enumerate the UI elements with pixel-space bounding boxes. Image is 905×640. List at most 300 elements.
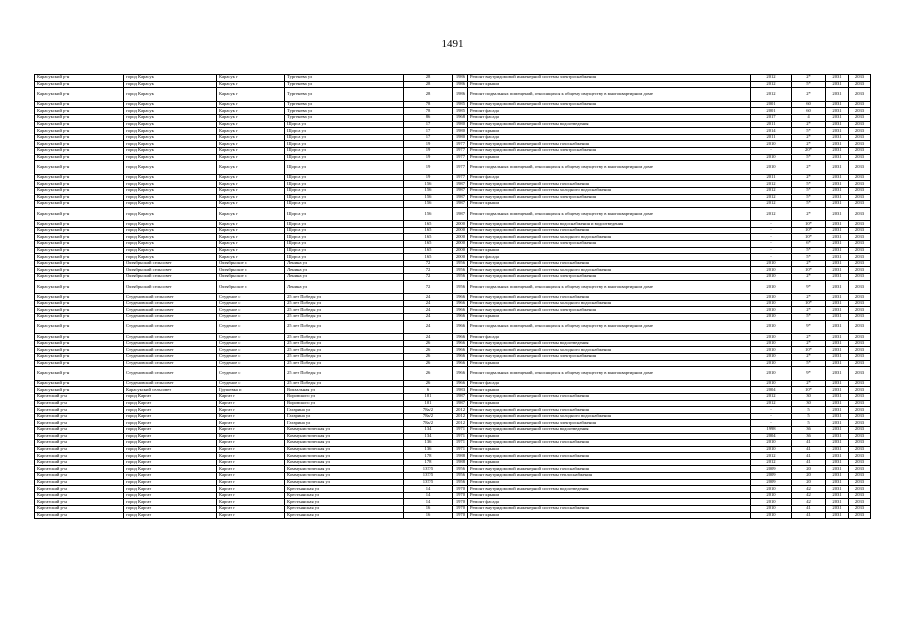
house-cell: 17 [404, 121, 453, 128]
plan-year-cell: - [751, 234, 792, 241]
year-built-cell: 2012 [453, 407, 468, 414]
cost-share-cell: 2* [792, 88, 826, 102]
settlement-cell: город Каргат [124, 393, 217, 400]
plan-year-cell: 2010 [751, 353, 792, 360]
house-cell: 16 [404, 506, 453, 513]
cost-share-cell: 60 [792, 108, 826, 115]
start-year-cell: 2031 [826, 420, 849, 427]
street-cell: Крестьянская ул [285, 512, 404, 519]
table-row [35, 407, 871, 414]
end-year-cell: 2033 [849, 453, 871, 460]
locality-cell: Карасук г [217, 181, 285, 188]
end-year-cell: 2033 [849, 294, 871, 301]
plan-year-cell: 2012 [751, 201, 792, 208]
street-cell: Тургенева ул [285, 75, 404, 82]
start-year-cell: 2031 [826, 353, 849, 360]
street-cell: Воровского ул [285, 400, 404, 407]
district-cell: Карасукский р-н [35, 267, 124, 274]
year-built-cell: 2012 [453, 420, 468, 427]
house-cell: 78а/2 [404, 413, 453, 420]
table-row [35, 393, 871, 400]
end-year-cell: 2033 [849, 234, 871, 241]
cost-share-cell: 41 [792, 453, 826, 460]
table-row [35, 128, 871, 135]
year-built-cell: 1986 [453, 81, 468, 88]
street-cell: Коммунистическая ул [285, 453, 404, 460]
cost-share-cell: 10* [792, 234, 826, 241]
plan-year-cell: - [751, 420, 792, 427]
year-built-cell: 1970 [453, 499, 468, 506]
end-year-cell: 2033 [849, 473, 871, 480]
locality-cell: Каргат г [217, 433, 285, 440]
table-row [35, 134, 871, 141]
cost-share-cell: 4 [792, 114, 826, 121]
plan-year-cell: 2010 [751, 360, 792, 367]
work-type-cell: Ремонт внутридомовой инженерной системы газоснабжения [468, 393, 751, 400]
house-cell: 72 [404, 267, 453, 274]
street-cell: Вокзальная ул [285, 387, 404, 394]
locality-cell: Карасук г [217, 81, 285, 88]
start-year-cell: 2031 [826, 267, 849, 274]
locality-cell: Карасук г [217, 241, 285, 248]
end-year-cell: 2033 [849, 254, 871, 261]
district-cell: Карасукский р-н [35, 147, 124, 154]
locality-cell: Каргат г [217, 466, 285, 473]
year-built-cell: 1966 [453, 320, 468, 334]
locality-cell: Карасук г [217, 75, 285, 82]
locality-cell: Карасук г [217, 114, 285, 121]
work-type-cell: Ремонт фасада [468, 499, 751, 506]
settlement-cell: город Каргат [124, 466, 217, 473]
house-cell: 134 [404, 433, 453, 440]
settlement-cell: Студеновский сельсовет [124, 360, 217, 367]
house-cell: 134 [404, 426, 453, 433]
table-row [35, 147, 871, 154]
plan-year-cell: 2010 [751, 486, 792, 493]
start-year-cell: 2031 [826, 280, 849, 294]
house-cell: 14 [404, 499, 453, 506]
start-year-cell: 2031 [826, 294, 849, 301]
start-year-cell: 2031 [826, 141, 849, 148]
locality-cell: Каргат г [217, 426, 285, 433]
cost-share-cell: 2* [792, 75, 826, 82]
settlement-cell: город Каргат [124, 420, 217, 427]
year-built-cell: 1956 [453, 274, 468, 281]
cost-share-cell: 10* [792, 267, 826, 274]
street-cell: Гагарина ул [285, 407, 404, 414]
end-year-cell: 2033 [849, 134, 871, 141]
end-year-cell: 2033 [849, 128, 871, 135]
street-cell: Щорса ул [285, 181, 404, 188]
plan-year-cell: 2001 [751, 108, 792, 115]
settlement-cell: Октябрьский сельсовет [124, 280, 217, 294]
plan-year-cell: 2009 [751, 473, 792, 480]
start-year-cell: 2031 [826, 479, 849, 486]
table-row [35, 267, 871, 274]
street-cell: Крестьянская ул [285, 506, 404, 513]
settlement-cell: город Каргат [124, 426, 217, 433]
start-year-cell: 2031 [826, 426, 849, 433]
locality-cell: Каргат г [217, 459, 285, 466]
district-cell: Карасукский р-н [35, 234, 124, 241]
district-cell: Карасукский р-н [35, 181, 124, 188]
year-built-cell: 1966 [453, 353, 468, 360]
year-built-cell: 1987 [453, 207, 468, 221]
house-cell: 165 [404, 254, 453, 261]
start-year-cell: 2031 [826, 174, 849, 181]
work-type-cell: Ремонт внутридомовой инженерной системы газоснабжения [468, 506, 751, 513]
work-type-cell: Ремонт внутридомовой инженерной системы электроснабжения [468, 241, 751, 248]
locality-cell: Карасук г [217, 141, 285, 148]
street-cell: 25 лет Победы ул [285, 360, 404, 367]
work-type-cell: Ремонт внутридомовой инженерной системы газоснабжения [468, 227, 751, 234]
settlement-cell: город Карасук [124, 201, 217, 208]
cost-share-cell: 10* [792, 227, 826, 234]
plan-year-cell: 2012 [751, 81, 792, 88]
start-year-cell: 2031 [826, 367, 849, 381]
district-cell: Каргатский р-н [35, 473, 124, 480]
year-built-cell: 1977 [453, 174, 468, 181]
street-cell: 25 лет Победы ул [285, 300, 404, 307]
start-year-cell: 2031 [826, 128, 849, 135]
district-cell: Карасукский р-н [35, 88, 124, 102]
table-row [35, 420, 871, 427]
start-year-cell: 2031 [826, 274, 849, 281]
plan-year-cell: 2012 [751, 459, 792, 466]
start-year-cell: 2031 [826, 194, 849, 201]
end-year-cell: 2033 [849, 187, 871, 194]
settlement-cell: Студеновский сельсовет [124, 334, 217, 341]
street-cell: Щорса ул [285, 234, 404, 241]
table-row [35, 453, 871, 460]
work-type-cell: Ремонт внутридомовой инженерной системы газоснабжения [468, 294, 751, 301]
settlement-cell: город Карасук [124, 254, 217, 261]
district-cell: Карасукский р-н [35, 334, 124, 341]
street-cell: Тургенева ул [285, 114, 404, 121]
start-year-cell: 2031 [826, 241, 849, 248]
district-cell: Каргатский р-н [35, 459, 124, 466]
cost-share-cell: 10* [792, 221, 826, 228]
house-cell: 101 [404, 393, 453, 400]
table-row [35, 446, 871, 453]
locality-cell: Карасук г [217, 187, 285, 194]
plan-year-cell: 2012 [751, 181, 792, 188]
work-type-cell: Ремонт внутридомовой инженерной системы газоснабжения [468, 141, 751, 148]
cost-share-cell: 5* [792, 81, 826, 88]
year-built-cell: 1977 [453, 154, 468, 161]
locality-cell: Каргат г [217, 400, 285, 407]
table-row [35, 506, 871, 513]
house-cell: 16 [404, 512, 453, 519]
work-type-cell: Ремонт крыши [468, 446, 751, 453]
street-cell: Щорса ул [285, 147, 404, 154]
district-cell: Карасукский р-н [35, 194, 124, 201]
locality-cell: Карасук г [217, 101, 285, 108]
settlement-cell: город Карасук [124, 147, 217, 154]
settlement-cell: город Карасук [124, 194, 217, 201]
street-cell: Ленина ул [285, 274, 404, 281]
district-cell: Каргатский р-н [35, 400, 124, 407]
table-row [35, 207, 871, 221]
table-row [35, 300, 871, 307]
house-cell: 26 [404, 367, 453, 381]
end-year-cell: 2033 [849, 108, 871, 115]
start-year-cell: 2031 [826, 108, 849, 115]
year-built-cell: 2000 [453, 247, 468, 254]
table-row [35, 360, 871, 367]
house-cell: 178 [404, 459, 453, 466]
plan-year-cell: 2014 [751, 128, 792, 135]
cost-share-cell: 41 [792, 506, 826, 513]
plan-year-cell: - [751, 227, 792, 234]
house-cell: 24 [404, 294, 453, 301]
work-type-cell: Ремонт крыши [468, 459, 751, 466]
year-built-cell: 1966 [453, 334, 468, 341]
end-year-cell: 2033 [849, 393, 871, 400]
work-type-cell: Ремонт подвальных помещений, относящихся к общему имуществу в многоквартирном доме [468, 88, 751, 102]
cost-share-cell: 2* [792, 207, 826, 221]
table-row [35, 274, 871, 281]
plan-year-cell: 2011 [751, 174, 792, 181]
cost-share-cell: 6* [792, 241, 826, 248]
year-built-cell: 1977 [453, 141, 468, 148]
start-year-cell: 2031 [826, 307, 849, 314]
work-type-cell: Ремонт крыши [468, 433, 751, 440]
district-cell: Карасукский р-н [35, 367, 124, 381]
district-cell: Карасукский р-н [35, 314, 124, 321]
plan-year-cell: 2010 [751, 347, 792, 354]
district-cell: Карасукский р-н [35, 161, 124, 175]
locality-cell: Октябрьское с [217, 260, 285, 267]
work-type-cell: Ремонт внутридомовой инженерной системы газоснабжения [468, 440, 751, 447]
cost-share-cell: 42 [792, 492, 826, 499]
house-cell: 78а/2 [404, 420, 453, 427]
cost-share-cell: 36 [792, 433, 826, 440]
start-year-cell: 2031 [826, 254, 849, 261]
table-row [35, 426, 871, 433]
settlement-cell: город Карасук [124, 234, 217, 241]
locality-cell: Карасук г [217, 227, 285, 234]
plan-year-cell: 2010 [751, 512, 792, 519]
start-year-cell: 2031 [826, 433, 849, 440]
locality-cell: Каргат г [217, 407, 285, 414]
year-built-cell: 1956 [453, 479, 468, 486]
end-year-cell: 2033 [849, 201, 871, 208]
table-row [35, 479, 871, 486]
locality-cell: Студеное с [217, 300, 285, 307]
work-type-cell: Ремонт внутридомовой инженерной системы водоотведения [468, 340, 751, 347]
street-cell: Щорса ул [285, 141, 404, 148]
plan-year-cell: 2010 [751, 499, 792, 506]
house-cell: 6 [404, 387, 453, 394]
end-year-cell: 2033 [849, 486, 871, 493]
house-cell: 165 [404, 227, 453, 234]
settlement-cell: Студеновский сельсовет [124, 353, 217, 360]
street-cell: Щорса ул [285, 247, 404, 254]
district-cell: Каргатский р-н [35, 453, 124, 460]
district-cell: Карасукский р-н [35, 121, 124, 128]
district-cell: Каргатский р-н [35, 440, 124, 447]
plan-year-cell: 2010 [751, 446, 792, 453]
table-row [35, 161, 871, 175]
start-year-cell: 2031 [826, 260, 849, 267]
street-cell: 25 лет Победы ул [285, 367, 404, 381]
street-cell: Щорса ул [285, 241, 404, 248]
street-cell: Щорса ул [285, 134, 404, 141]
start-year-cell: 2031 [826, 486, 849, 493]
year-built-cell: 1966 [453, 340, 468, 347]
settlement-cell: город Карасук [124, 128, 217, 135]
start-year-cell: 2031 [826, 446, 849, 453]
settlement-cell: Октябрьский сельсовет [124, 260, 217, 267]
district-cell: Карасукский р-н [35, 187, 124, 194]
plan-year-cell: 2012 [751, 393, 792, 400]
table-row [35, 459, 871, 466]
settlement-cell: Студеновский сельсовет [124, 367, 217, 381]
start-year-cell: 2031 [826, 499, 849, 506]
plan-year-cell: 2012 [751, 194, 792, 201]
end-year-cell: 2033 [849, 141, 871, 148]
table-row [35, 466, 871, 473]
locality-cell: Каргат г [217, 486, 285, 493]
cost-share-cell: 5 [792, 407, 826, 414]
work-type-cell: Ремонт внутридомовой инженерной системы газоснабжения [468, 466, 751, 473]
settlement-cell: город Карасук [124, 108, 217, 115]
start-year-cell: 2031 [826, 466, 849, 473]
end-year-cell: 2033 [849, 407, 871, 414]
street-cell: Щорса ул [285, 201, 404, 208]
work-type-cell: Ремонт внутридомовой инженерной системы электроснабжения [468, 420, 751, 427]
district-cell: Каргатский р-н [35, 446, 124, 453]
street-cell: Ленина ул [285, 260, 404, 267]
year-built-cell: 1971 [453, 440, 468, 447]
district-cell: Карасукский р-н [35, 247, 124, 254]
street-cell: Ленина ул [285, 267, 404, 274]
locality-cell: Карасук г [217, 201, 285, 208]
year-built-cell: 1987 [453, 181, 468, 188]
start-year-cell: 2031 [826, 114, 849, 121]
plan-year-cell: 2010 [751, 280, 792, 294]
locality-cell: Студеное с [217, 353, 285, 360]
cost-share-cell: 2* [792, 134, 826, 141]
table-row [35, 260, 871, 267]
street-cell: 25 лет Победы ул [285, 314, 404, 321]
year-built-cell: 2000 [453, 254, 468, 261]
end-year-cell: 2033 [849, 274, 871, 281]
plan-year-cell: 1998 [751, 426, 792, 433]
locality-cell: Октябрьское с [217, 267, 285, 274]
work-type-cell: Ремонт фасада [468, 334, 751, 341]
cost-share-cell: 20 [792, 473, 826, 480]
district-cell: Каргатский р-н [35, 499, 124, 506]
year-built-cell: 1988 [453, 453, 468, 460]
year-built-cell: 1980 [453, 128, 468, 135]
year-built-cell: 1986 [453, 75, 468, 82]
locality-cell: Студеное с [217, 294, 285, 301]
table-row [35, 234, 871, 241]
plan-year-cell: 2004 [751, 387, 792, 394]
start-year-cell: 2031 [826, 360, 849, 367]
settlement-cell: Карасукский сельсовет [124, 387, 217, 394]
plan-year-cell: - [751, 407, 792, 414]
plan-year-cell: 2010 [751, 307, 792, 314]
locality-cell: Каргат г [217, 506, 285, 513]
district-cell: Карасукский р-н [35, 101, 124, 108]
year-built-cell: 1970 [453, 486, 468, 493]
year-built-cell: 1966 [453, 347, 468, 354]
street-cell: Ленина ул [285, 280, 404, 294]
house-cell: 26 [404, 380, 453, 387]
settlement-cell: город Карасук [124, 134, 217, 141]
end-year-cell: 2033 [849, 121, 871, 128]
plan-year-cell: 2009 [751, 479, 792, 486]
year-built-cell: 1971 [453, 426, 468, 433]
table-row [35, 254, 871, 261]
year-built-cell: 1956 [453, 267, 468, 274]
settlement-cell: город Каргат [124, 400, 217, 407]
house-cell: 24 [404, 300, 453, 307]
work-type-cell: Ремонт внутридомовой инженерной системы электроснабжения [468, 75, 751, 82]
cost-share-cell: 42 [792, 499, 826, 506]
street-cell: Щорса ул [285, 128, 404, 135]
cost-share-cell: 2* [792, 274, 826, 281]
locality-cell: Каргат г [217, 420, 285, 427]
cost-share-cell: 2* [792, 380, 826, 387]
district-cell: Каргатский р-н [35, 393, 124, 400]
end-year-cell: 2033 [849, 247, 871, 254]
settlement-cell: город Карасук [124, 207, 217, 221]
district-cell: Карасукский р-н [35, 241, 124, 248]
street-cell: Коммунистическая ул [285, 433, 404, 440]
cost-share-cell: 36 [792, 426, 826, 433]
work-type-cell: Ремонт внутридомовой инженерной системы водоотведения [468, 121, 751, 128]
start-year-cell: 2031 [826, 393, 849, 400]
start-year-cell: 2031 [826, 227, 849, 234]
plan-year-cell: - [751, 413, 792, 420]
year-built-cell: 2012 [453, 413, 468, 420]
district-cell: Карасукский р-н [35, 207, 124, 221]
house-cell: 137/5 [404, 479, 453, 486]
house-cell: 165 [404, 241, 453, 248]
district-cell: Карасукский р-н [35, 141, 124, 148]
cost-share-cell: 5 [792, 420, 826, 427]
settlement-cell: город Карасук [124, 247, 217, 254]
plan-year-cell: 2012 [751, 207, 792, 221]
house-cell: 136 [404, 440, 453, 447]
end-year-cell: 2033 [849, 154, 871, 161]
settlement-cell: город Каргат [124, 433, 217, 440]
year-built-cell: 1970 [453, 512, 468, 519]
year-built-cell: 1987 [453, 194, 468, 201]
cost-share-cell: 10* [792, 347, 826, 354]
start-year-cell: 2031 [826, 181, 849, 188]
end-year-cell: 2033 [849, 101, 871, 108]
house-cell: 17 [404, 134, 453, 141]
locality-cell: Карасук г [217, 108, 285, 115]
start-year-cell: 2031 [826, 300, 849, 307]
cost-share-cell: 10* [792, 387, 826, 394]
start-year-cell: 2031 [826, 187, 849, 194]
district-cell: Каргатский р-н [35, 466, 124, 473]
cost-share-cell: 41 [792, 446, 826, 453]
district-cell: Карасукский р-н [35, 300, 124, 307]
locality-cell: Карасук г [217, 247, 285, 254]
settlement-cell: город Каргат [124, 486, 217, 493]
street-cell: Щорса ул [285, 227, 404, 234]
start-year-cell: 2031 [826, 134, 849, 141]
street-cell: 25 лет Победы ул [285, 340, 404, 347]
work-type-cell: Ремонт внутридомовой инженерной системы газоснабжения [468, 181, 751, 188]
